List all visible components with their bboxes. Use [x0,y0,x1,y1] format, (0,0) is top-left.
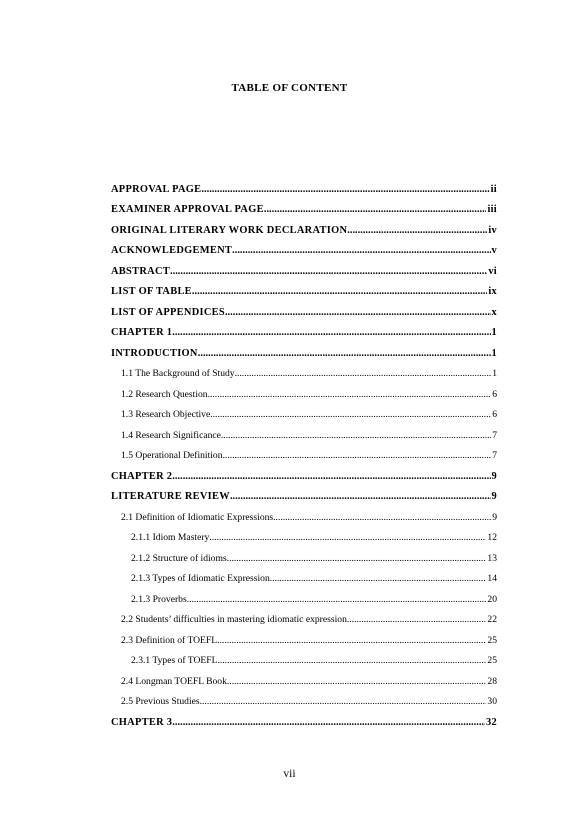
toc-dot-leader [223,450,492,462]
toc-entry [111,606,497,627]
table-of-contents [111,175,497,729]
toc-entry-label: CHAPTER 2 [111,470,173,482]
toc-entry [111,524,497,545]
toc-entry-label: 2.3 Definition of TOEFL [121,634,218,646]
toc-entry-label: INTRODUCTION [111,347,198,359]
toc-entry [111,483,497,504]
toc-dot-leader [230,491,491,503]
toc-entry [111,360,497,381]
toc-dot-leader [264,204,487,216]
toc-entry-label: 2.2 Students’ difficulties in mastering idiomatic expression [121,614,347,625]
toc-dot-leader [347,614,487,626]
toc-entry-label: CHAPTER 1 [111,327,173,338]
toc-entry [111,626,497,647]
toc-entry [111,380,497,401]
toc-entry [111,647,497,668]
toc-entry-label: 1.5 Operational Definition [121,450,223,461]
toc-entry [111,421,497,442]
toc-entry-label: 2.3.1 Types of TOEFL [131,655,218,666]
toc-dot-leader [232,245,490,257]
toc-entry [111,175,497,196]
toc-entry [111,462,497,483]
toc-dot-leader [225,307,491,319]
toc-entry-page: 9 [491,491,497,502]
toc-dot-leader [201,184,489,196]
toc-entry-page: 7 [492,450,497,461]
toc-entry [111,442,497,463]
toc-entry-page: 1 [492,368,497,379]
toc-entry-page: 32 [486,716,497,728]
toc-entry [111,339,497,360]
toc-entry-page: 22 [487,614,497,625]
toc-entry [111,298,497,319]
toc-entry-page: vi [488,265,497,277]
toc-entry [111,319,497,340]
toc-entry-label: LIST OF APPENDICES [111,306,225,318]
toc-entry-page: x [491,306,497,318]
toc-entry-page: 20 [487,593,497,605]
toc-entry-label: ORIGINAL LITERARY WORK DECLARATION [111,224,348,236]
toc-entry-label: 2.1.1 Idiom Mastery [131,532,210,543]
toc-dot-leader [235,368,492,380]
page-number: vii [283,768,296,780]
page-title: TABLE OF CONTENT [231,82,348,94]
toc-entry [111,257,497,278]
toc-entry-label: 2.4 Longman TOEFL Book [121,675,227,687]
toc-entry-label: ABSTRACT [111,265,170,277]
toc-dot-leader [270,573,487,585]
toc-dot-leader [192,286,487,298]
toc-entry-page: 30 [487,696,497,707]
toc-entry-page: ix [488,286,497,297]
toc-dot-leader [170,266,487,278]
toc-dot-leader [210,409,491,421]
toc-entry-page: iii [487,204,497,215]
toc-dot-leader [172,327,490,339]
toc-entry [111,585,497,606]
toc-entry-label: 2.1.2 Structure of idioms [131,552,227,564]
toc-entry [111,196,497,217]
toc-entry-page: 9 [492,511,497,523]
toc-entry-label: 1.3 Research Objective [121,409,211,420]
toc-dot-leader [172,471,490,483]
toc-entry [111,688,497,709]
toc-entry [111,237,497,258]
toc-entry-label: APPROVAL PAGE [111,183,202,195]
toc-dot-leader [273,512,491,524]
toc-entry-page: v [491,245,497,256]
toc-entry-label: CHAPTER 3 [111,716,173,728]
toc-entry [111,544,497,565]
toc-entry-label: ACKNOWLEDGEMENT [111,245,233,256]
toc-entry-page: 7 [492,429,497,441]
toc-dot-leader [217,655,486,667]
toc-entry-label: 2.5 Previous Studies [121,696,200,707]
toc-entry-page: 14 [487,573,497,584]
toc-entry-label: 2.1.3 Proverbs [131,593,187,605]
toc-entry-label: EXAMINER APPROVAL PAGE [111,204,264,215]
toc-dot-leader [198,348,491,360]
toc-entry-page: iv [488,224,497,236]
toc-dot-leader [347,225,487,237]
toc-dot-leader [200,696,487,708]
toc-dot-leader [227,553,487,565]
toc-entry [111,278,497,299]
toc-dot-leader [227,676,487,688]
toc-entry-page: 25 [487,655,497,666]
toc-entry-label: 1.4 Research Significance [121,429,221,441]
toc-entry [111,667,497,688]
toc-entry-label: 2.1.3 Types of Idiomatic Expression [131,573,270,584]
toc-dot-leader [187,594,487,606]
toc-entry-page: 28 [487,675,497,687]
toc-dot-leader [217,635,486,647]
toc-entry [111,565,497,586]
toc-entry [111,503,497,524]
toc-entry-label: LIST OF TABLE [111,286,192,297]
toc-entry-page: 25 [487,634,497,646]
toc-entry-page: 9 [491,470,497,482]
toc-entry [111,708,497,729]
toc-entry-page: 13 [487,552,497,564]
toc-entry-page: ii [490,183,497,195]
toc-entry-label: 2.1 Definition of Idiomatic Expressions [121,511,274,523]
toc-entry-label: 1.1 The Background of Study [121,368,235,379]
toc-entry [111,401,497,422]
toc-dot-leader [221,430,491,442]
toc-dot-leader [172,717,485,729]
toc-dot-leader [208,389,492,401]
toc-entry-page: 12 [487,532,497,543]
toc-entry-page: 1 [491,327,497,338]
toc-dot-leader [209,532,486,544]
toc-entry [111,216,497,237]
toc-entry-page: 6 [492,409,497,420]
toc-entry-page: 6 [492,388,497,400]
toc-entry-page: 1 [491,347,497,359]
toc-entry-label: 1.2 Research Question [121,388,208,400]
toc-entry-label: LITERATURE REVIEW [111,491,230,502]
